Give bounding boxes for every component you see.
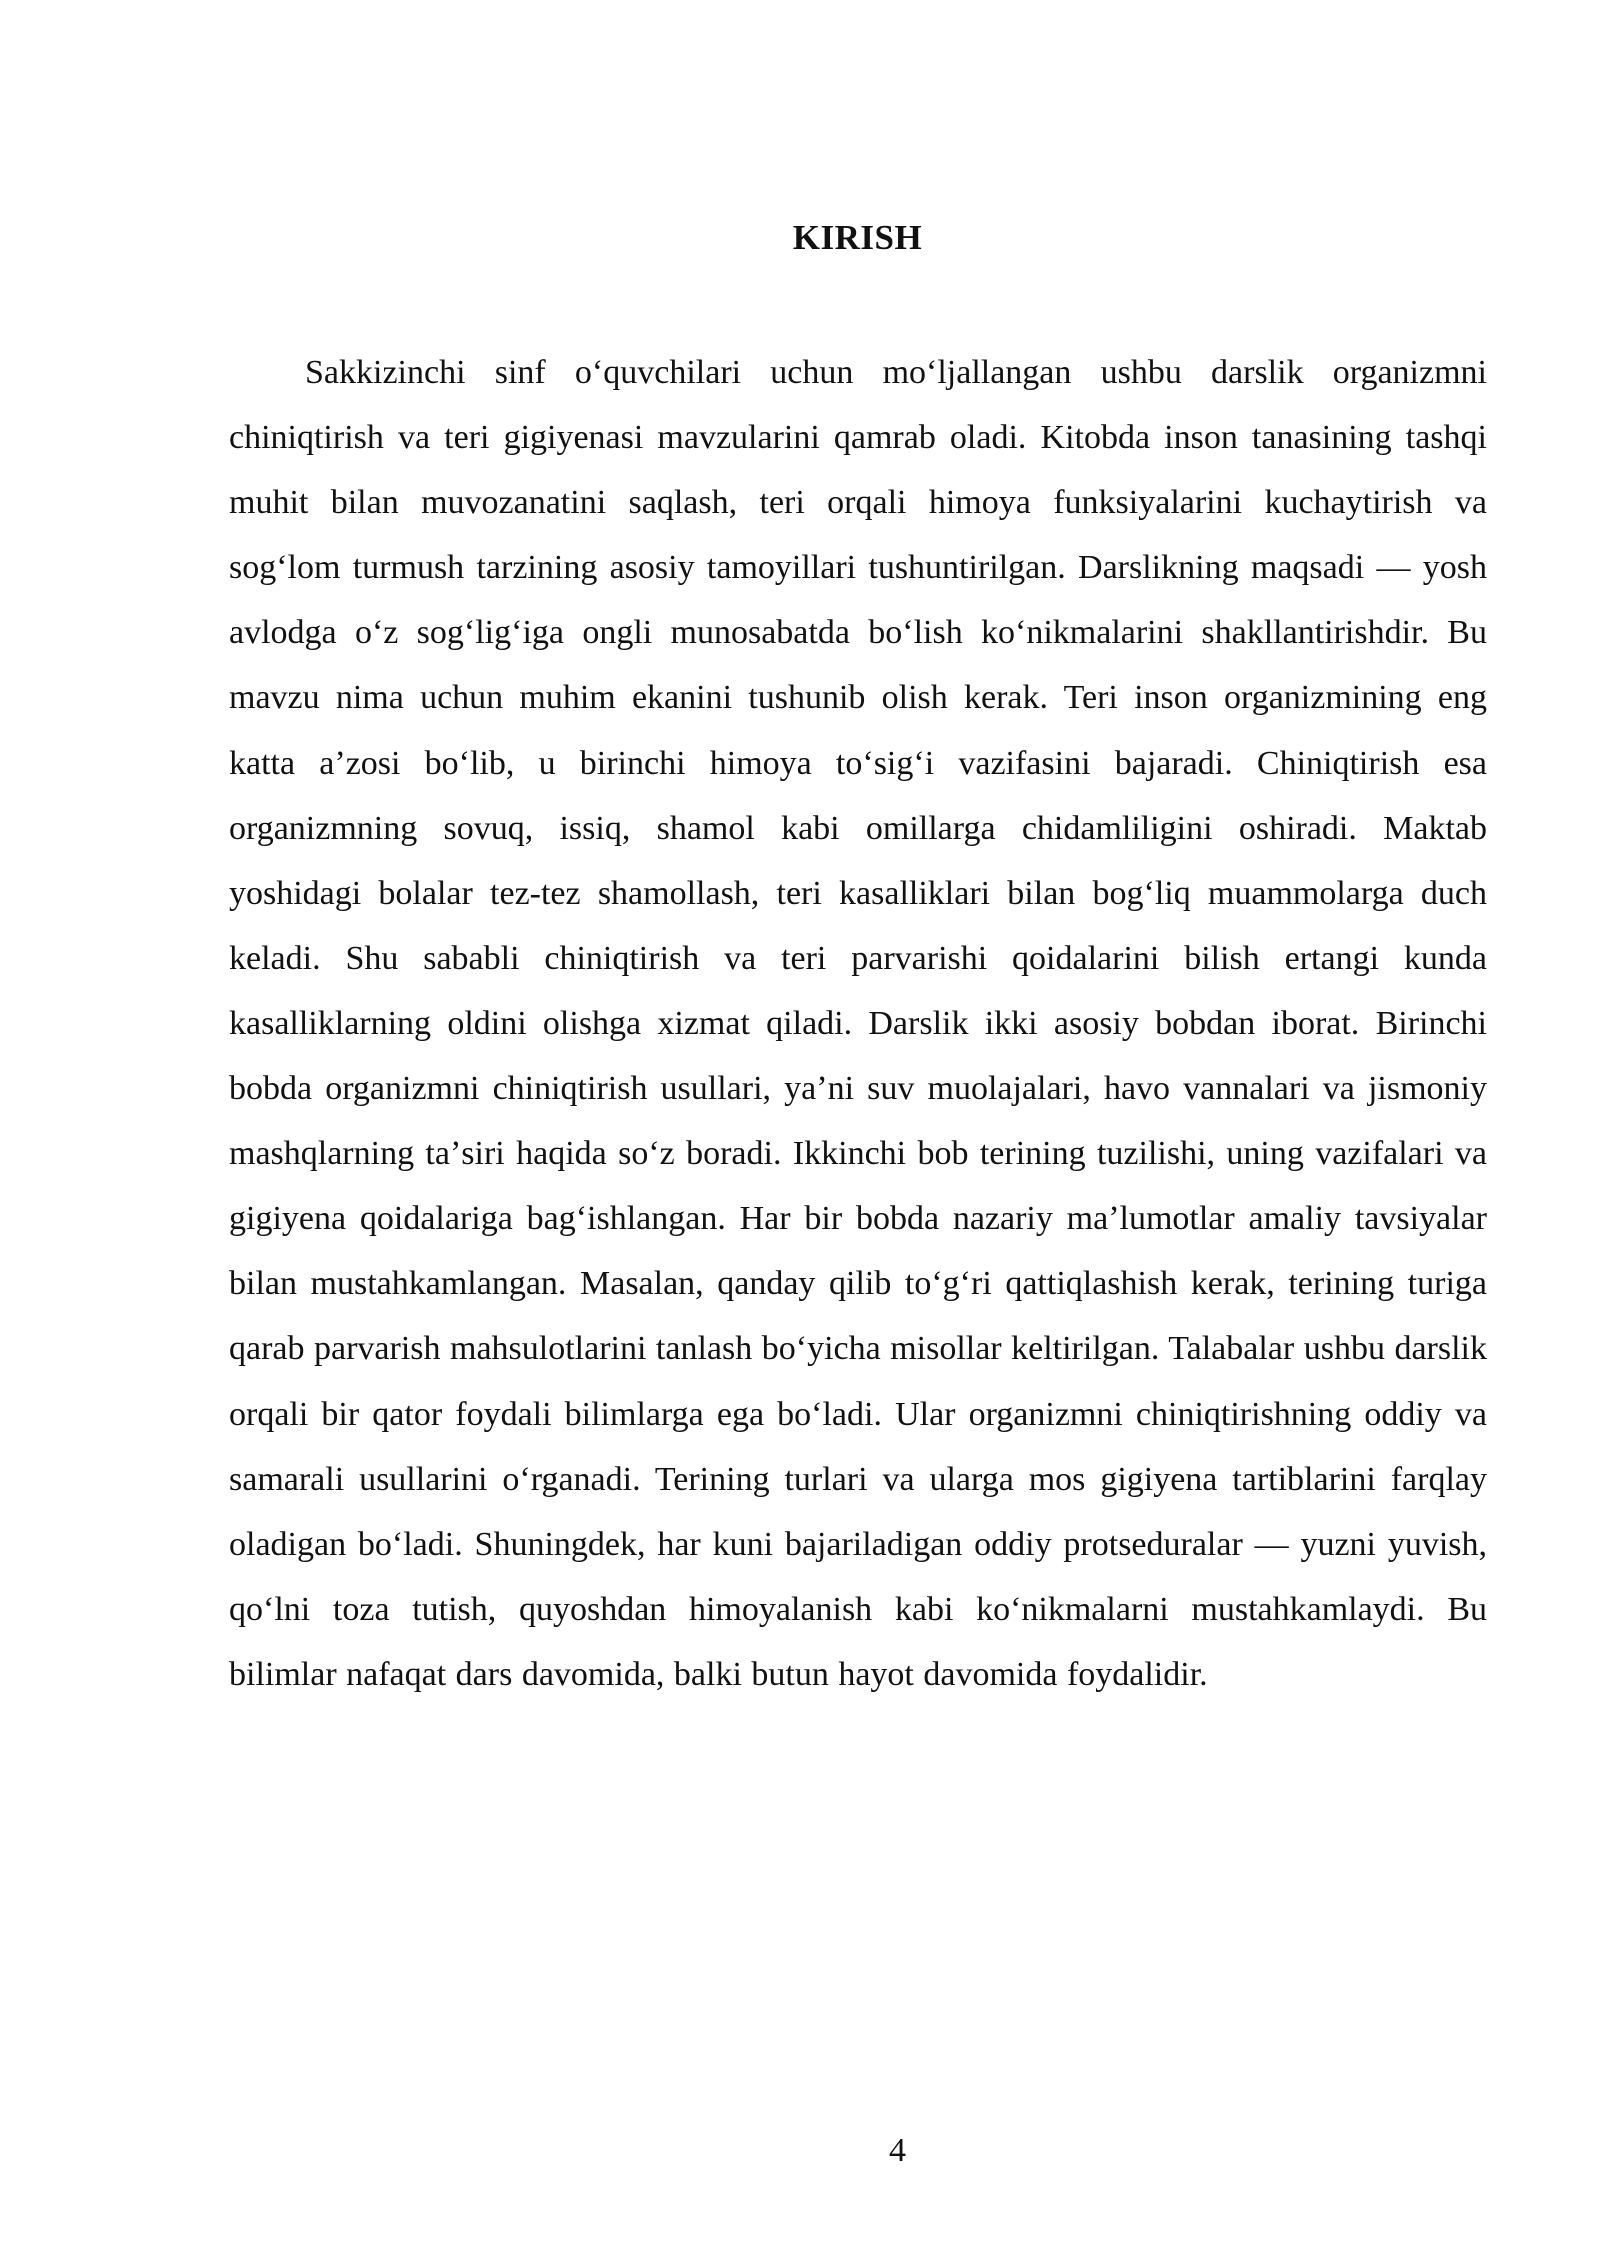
page-number: 4 [889, 2132, 906, 2169]
body-paragraph: Sakkizinchi sinf oʻquvchilari uchun moʻljallangan ushbu darslik organizmni chiniqtirish va teri gigiyenasi mavzularini qamrab oladi. Kitobda inson tanasining tashqi muhit bilan muvozanatini saqlash, teri orqali himoya funksiyalarini kuchaytirish va sogʻlom turmush tarzining asosiy tamoyillari tushuntirilgan. Darslikning maqsadi — yosh avlodga oʻz sogʻligʻiga ongli munosabatda boʻlish koʻnikmalarini shakllantirishdir. Bu mavzu nima uchun muhim ekanini tushunib olish kerak. Teri inson organizmining eng katta aʼzosi boʻlib, u birinchi himoya toʻsigʻi vazifasini bajaradi. Chiniqtirish esa organizmning sovuq, issiq, shamol kabi omillarga chidamliligini oshiradi. Maktab yoshidagi bolalar tez-tez shamollash, teri kasalliklari bilan bogʻliq muammolarga duch keladi. Shu sababli chiniqtirish va teri parvarishi qoidalarini bilish ertangi kunda kasalliklarning oldini olishga xizmat qiladi. Darslik ikki asosiy bobdan iborat. Birinchi bobda organizmni chiniqtirish usullari, yaʼni suv muolajalari, havo vannalari va jismoniy mashqlarning taʼsiri haqida soʻz boradi. Ikkinchi bob terining tuzilishi, uning vazifalari va gigiyena qoidalariga bagʻishlangan. Har bir bobda nazariy maʼlumotlar amaliy tavsiyalar bilan mustahkamlangan. Masalan, qanday qilib toʻgʻri qattiqlashish kerak, terining turiga qarab parvarish mahsulotlarini tanlash boʻyicha misollar keltirilgan. Talabalar ushbu darslik orqali bir qator foydali bilimlarga ega boʻladi. Ular organizmni chiniqtirishning oddiy va samarali usullarini oʻrganadi. Terining turlari va ularga mos gigiyena tartiblarini farqlay oladigan boʻladi. Shuningdek, har kuni bajariladigan oddiy protseduralar — yuzni yuvish, qoʻlni toza tutish, quyoshdan himoyalanish kabi koʻnikmalarni mustahkamlaydi. Bu bilimlar nafaqat dars davomida, balki butun hayot davomida foydalidir. [229, 354, 1487, 1693]
section-heading: KIRISH [792, 218, 923, 257]
